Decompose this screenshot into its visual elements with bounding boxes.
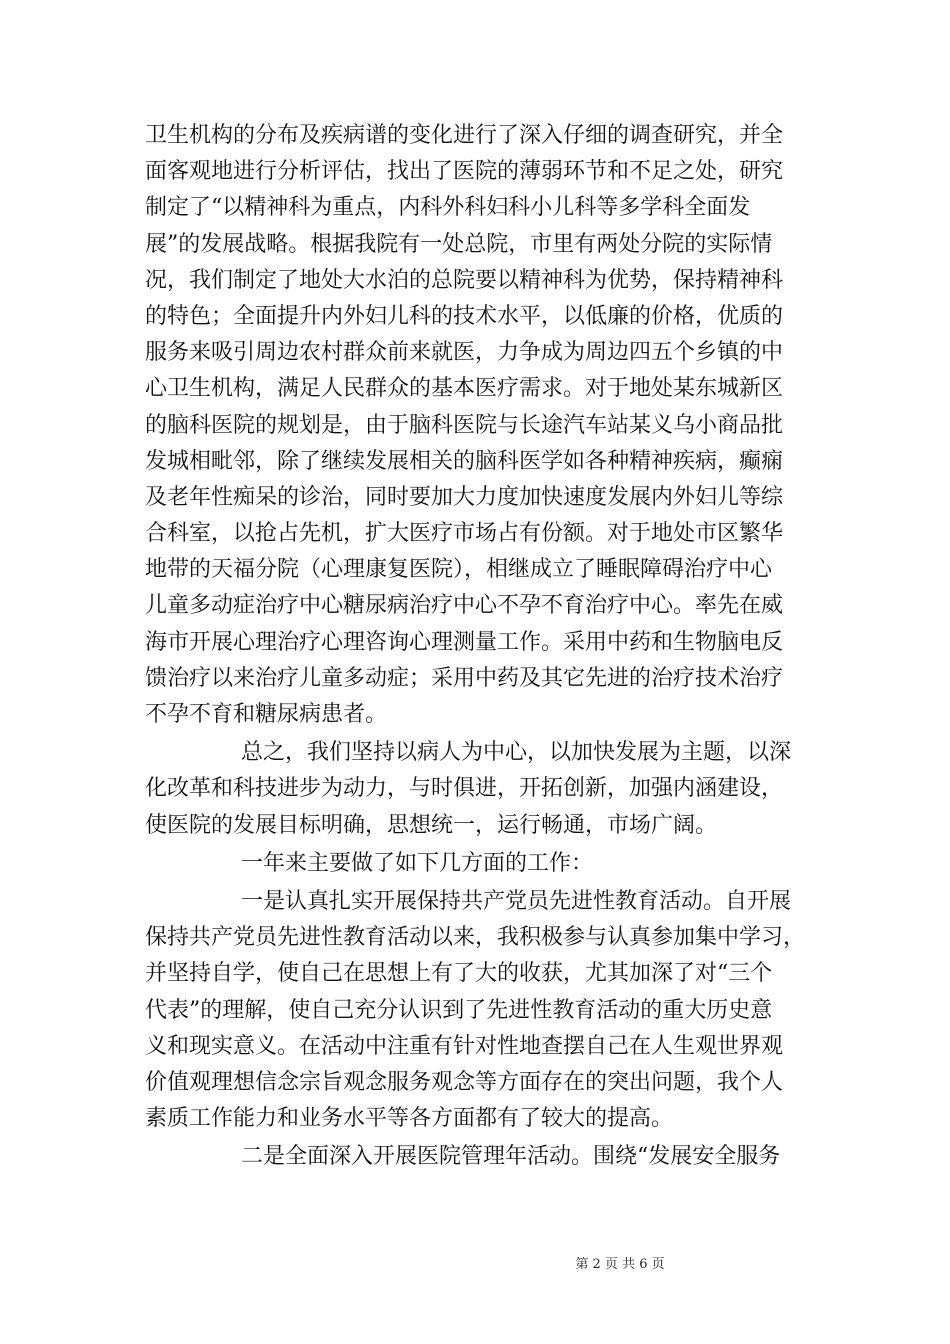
text-line: 代表”的理解，使自己充分认识到了先进性教育活动的重大历史意 — [145, 997, 773, 1023]
text-line: 二是全面深入开展医院管理年活动。围绕“发展安全服务 — [241, 1144, 781, 1170]
paragraph-strategy — [145, 118, 825, 733]
text-line: 心卫生机构，满足人民群众的基本医疗需求。对于地处某东城新区 — [145, 376, 784, 402]
text-line: 使医院的发展目标明确，思想统一，运行畅通，市场广阔。 — [145, 812, 718, 838]
text-line: 合科室，以抢占先机，扩大医疗市场占有份额。对于地处市区繁华 — [145, 521, 784, 547]
page-number: 第 2 页 共 6 页 — [575, 1257, 665, 1272]
text-line: 儿童多动症治疗中心糖尿病治疗中心不孕不育治疗中心。率先在威 — [145, 593, 784, 619]
text-line: 一年来主要做了如下几方面的工作： — [241, 850, 594, 876]
text-line: 面客观地进行分析评估，找出了医院的薄弱环节和不足之处，研究 — [145, 159, 784, 185]
paragraph-education-activity — [145, 884, 825, 1137]
text-line: 义和现实意义。在活动中注重有针对性地查摆自己在人生观世界观 — [145, 1033, 784, 1059]
text-line: 并坚持自学，使自己在思想上有了大的收获，尤其加深了对“三个 — [145, 961, 773, 987]
text-line: 况，我们制定了地处大水泊的总院要以精神科为优势，保持精神科 — [145, 267, 784, 293]
text-line: 的特色；全面提升内外妇儿科的技术水平，以低廉的价格，优质的 — [145, 303, 784, 329]
text-line: 服务来吸引周边农村群众前来就医，力争成为周边四五个乡镇的中 — [145, 340, 784, 366]
text-line: 展”的发展战略。根据我院有一处总院，市里有两处分院的实际情 — [145, 231, 773, 257]
text-line: 保持共产党员先进性教育活动以来，我积极参与认真参加集中学习， — [145, 925, 806, 951]
document-body — [145, 118, 825, 1175]
text-line: 卫生机构的分布及疾病谱的变化进行了深入仔细的调查研究，并全 — [145, 123, 784, 148]
text-line: 发城相毗邻，除了继续发展相关的脑科医学如各种精神疾病，癫痫 — [145, 448, 784, 474]
text-line: 一是认真扎实开展保持共产党员先进性教育活动。自开展 — [241, 888, 792, 914]
paragraph-work-intro — [145, 846, 825, 882]
text-line: 及老年性痴呆的诊治，同时要加大力度加快速度发展内外妇儿等综 — [145, 484, 784, 510]
paragraph-summary — [145, 735, 825, 844]
text-line: 价值观理想信念宗旨观念服务观念等方面存在的突出问题，我个人 — [145, 1069, 784, 1095]
text-line: 的脑科医院的规划是，由于脑科医院与长途汽车站某义乌小商品批 — [145, 412, 784, 438]
text-line: 地带的天福分院（心理康复医院），相继成立了睡眠障碍治疗中心 — [145, 557, 773, 583]
text-line: 化改革和科技进步为动力，与时俱进，开拓创新，加强内涵建设， — [145, 776, 784, 802]
text-line: 海市开展心理治疗心理咨询心理测量工作。采用中药和生物脑电反 — [145, 629, 784, 655]
text-line: 不孕不育和糖尿病患者。 — [145, 702, 388, 727]
text-line: 总之，我们坚持以病人为中心，以加快发展为主题，以深 — [241, 740, 792, 766]
text-line: 馈治疗以来治疗儿童多动症；采用中药及其它先进的治疗技术治疗 — [145, 665, 784, 691]
text-line: 制定了“以精神科为重点，内科外科妇科小儿科等多学科全面发 — [145, 195, 751, 221]
text-line: 素质工作能力和业务水平等各方面都有了较大的提高。 — [145, 1106, 674, 1132]
paragraph-hospital-management — [145, 1139, 825, 1175]
